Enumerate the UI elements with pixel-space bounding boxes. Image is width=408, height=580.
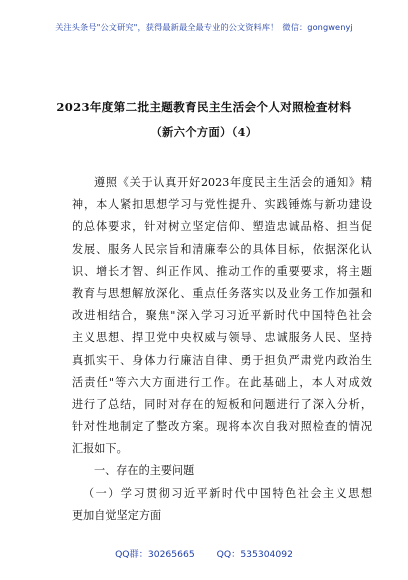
paragraph-line: 真抓实干、身体力行廉洁自律、勇于担负严肃党内政治生 <box>72 353 372 367</box>
subsection-heading-line: （一）学习贯彻习近平新时代中国特色社会主义思想 <box>83 486 372 500</box>
paragraph-line: 汇报如下。 <box>72 442 128 456</box>
paragraph-line: 进行了总结，同时对存在的短板和问题进行了深入分析， <box>72 397 372 411</box>
document-body <box>72 172 372 527</box>
paragraph-line: 发展、服务人民宗旨和清廉奉公的具体目标，依据深化认 <box>72 242 372 256</box>
header-banner-wechat: 微信：gongwenyj <box>282 22 353 32</box>
header-banner <box>0 22 408 33</box>
footer-qq-group: QQ群：30265665 <box>115 549 195 560</box>
paragraph-line: 针对性地制定了整改方案。现将本次自我对照检查的情况 <box>72 420 372 434</box>
paragraph-line: 教育与思想解放深化、重点任务落实以及业务工作加强和 <box>72 286 372 300</box>
paragraph-line: 神，本人紧扣思想学习与党性提升、实践锤炼与新功建设 <box>72 198 372 212</box>
paragraph-line: 识、增长才智、纠正作风、推动工作的重要要求，将主题 <box>72 264 372 278</box>
paragraph-line: 主义思想、捍卫党中央权威与领导、忠诚服务人民、坚持 <box>72 331 372 345</box>
document-subtitle: （新六个方面）（4） <box>150 125 258 139</box>
paragraph-line: 改进相结合，聚焦"深入学习习近平新时代中国特色社会 <box>72 309 372 323</box>
paragraph-line: 遵照《关于认真开好2023年度民主生活会的通知》精 <box>94 176 372 189</box>
paragraph-line: 活责任"等六大方面进行工作。在此基础上，本人对成效 <box>72 375 372 389</box>
document-title: 2023年度第二批主题教育民主生活会个人对照检查材料 <box>56 100 352 114</box>
paragraph-line: 的总体要求，针对树立坚定信仰、塑造忠诚品格、担当促 <box>72 220 372 234</box>
subsection-heading-line: 更加自觉坚定方面 <box>72 508 162 522</box>
section-heading: 一、存在的主要问题 <box>94 464 195 478</box>
footer-qq: QQ：535304092 <box>216 549 293 560</box>
header-banner-promo: 关注头条号"公文研究"，获得最新最全最专业的公文资料库！ <box>55 22 279 32</box>
footer-contact <box>0 546 408 560</box>
